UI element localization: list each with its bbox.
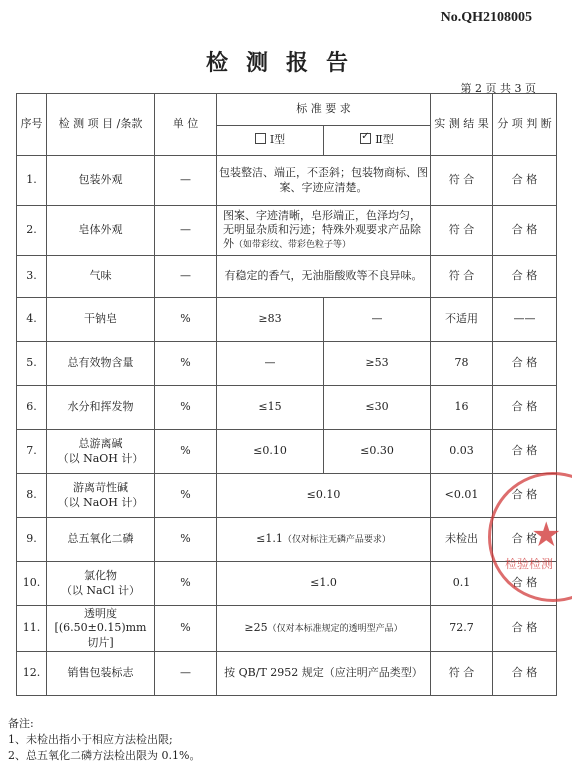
table-row	[17, 298, 557, 342]
row-item: 销售包装标志	[47, 651, 155, 695]
row-unit: %	[155, 474, 217, 518]
row-unit: %	[155, 430, 217, 474]
page-indicator: 第 2 页 共 3 页	[460, 82, 536, 95]
row-no: 1.	[17, 156, 47, 206]
header-unit: 单 位	[155, 94, 217, 156]
row-result: 16	[431, 386, 493, 430]
row-requirement-type1: ≥83	[217, 298, 324, 342]
remarks-line: 2、总五氧化二磷方法检出限为 0.1%。	[8, 749, 201, 762]
row-unit: %	[155, 606, 217, 652]
header-judgement: 分 项 判 断	[493, 94, 557, 156]
row-requirement-type2: —	[324, 298, 431, 342]
row-unit: %	[155, 342, 217, 386]
row-judgement: 合 格	[493, 386, 557, 430]
row-requirement: ≤0.10	[217, 474, 431, 518]
header-seq: 序号	[17, 94, 47, 156]
row-unit: %	[155, 298, 217, 342]
row-no: 3.	[17, 256, 47, 298]
table-row	[17, 562, 557, 606]
row-item: 包装外观	[47, 156, 155, 206]
remarks-label: 备注:	[8, 717, 34, 730]
checked-box-icon	[360, 133, 371, 144]
item-line: （以 NaOH 计）	[57, 495, 144, 509]
table-row	[17, 206, 557, 256]
requirement-text: ≤1.1	[256, 532, 283, 546]
table-row	[17, 430, 557, 474]
row-requirement-type2: ≥53	[324, 342, 431, 386]
row-unit: —	[155, 256, 217, 298]
requirement-text: 图案、字迹清晰，皂形端正，色泽均匀，无明显杂质和污迹；特殊外观要求产品除外	[223, 208, 421, 251]
table-row	[17, 256, 557, 298]
row-judgement: 合 格	[493, 606, 557, 652]
row-result: 0.1	[431, 562, 493, 606]
row-requirement-type2: ≤0.30	[324, 430, 431, 474]
requirement-text: ≥25	[244, 621, 268, 635]
row-unit: —	[155, 651, 217, 695]
row-requirement	[217, 518, 431, 562]
row-no: 2.	[17, 206, 47, 256]
row-item: 气味	[47, 256, 155, 298]
table-row	[17, 651, 557, 695]
table-row	[17, 156, 557, 206]
header-result: 实 测 结 果	[431, 94, 493, 156]
row-no: 5.	[17, 342, 47, 386]
row-judgement: 合 格	[493, 206, 557, 256]
item-line: 游离苛性碱	[73, 481, 128, 495]
row-unit: —	[155, 156, 217, 206]
row-requirement-type2: ≤30	[324, 386, 431, 430]
unchecked-box-icon	[255, 133, 266, 144]
row-judgement: 合 格	[493, 562, 557, 606]
row-result: 不适用	[431, 298, 493, 342]
table-row	[17, 606, 557, 652]
requirement-note: （仅对本标准规定的透明型产品）	[267, 624, 403, 635]
row-judgement: ——	[493, 298, 557, 342]
row-requirement	[217, 606, 431, 652]
row-unit: %	[155, 518, 217, 562]
row-requirement-type1: ≤0.10	[217, 430, 324, 474]
type1-label: Ⅰ型	[269, 133, 286, 147]
row-no: 7.	[17, 430, 47, 474]
row-item: 水分和挥发物	[47, 386, 155, 430]
row-no: 11.	[17, 606, 47, 652]
table-row	[17, 342, 557, 386]
table-row	[17, 474, 557, 518]
row-no: 4.	[17, 298, 47, 342]
requirement-note: （仅对标注无磷产品要求）	[282, 535, 391, 546]
table-row	[17, 518, 557, 562]
row-unit: %	[155, 386, 217, 430]
header-type1	[217, 126, 324, 156]
row-no: 10.	[17, 562, 47, 606]
remarks	[8, 716, 200, 764]
report-number: No.QH2108005	[440, 10, 532, 25]
item-line: 透明度	[84, 607, 117, 620]
row-judgement: 合 格	[493, 430, 557, 474]
row-item	[47, 562, 155, 606]
row-result: 78	[431, 342, 493, 386]
row-result: 72.7	[431, 606, 493, 652]
item-line: [(6.50±0.15)mm	[54, 621, 147, 635]
star-icon: ★	[531, 515, 562, 555]
row-judgement: 合 格	[493, 342, 557, 386]
row-result: <0.01	[431, 474, 493, 518]
row-item: 总有效物含量	[47, 342, 155, 386]
row-no: 12.	[17, 651, 47, 695]
row-result: 符 合	[431, 651, 493, 695]
row-item: 干钠皂	[47, 298, 155, 342]
row-requirement: 包装整洁、端正，不歪斜；包装物商标、图案、字迹应清楚。	[217, 156, 431, 206]
row-result: 符 合	[431, 156, 493, 206]
item-line: 总游离碱	[78, 437, 123, 451]
item-line: 氯化物	[84, 569, 117, 583]
item-line: 切片]	[87, 635, 114, 649]
row-result: 未检出	[431, 518, 493, 562]
row-result: 符 合	[431, 206, 493, 256]
header-type2	[324, 126, 431, 156]
row-no: 9.	[17, 518, 47, 562]
row-result: 符 合	[431, 256, 493, 298]
requirement-note: （如带彩纹、带彩色粒子等）	[234, 240, 352, 251]
page-title: 检测报告	[205, 50, 366, 76]
header-item: 检 测 项 目 /条款	[47, 94, 155, 156]
row-item	[47, 430, 155, 474]
row-requirement: 按 QB/T 2952 规定（应注明产品类型）	[217, 651, 431, 695]
row-unit: %	[155, 562, 217, 606]
row-judgement: 合 格	[493, 474, 557, 518]
row-no: 6.	[17, 386, 47, 430]
row-requirement	[217, 206, 431, 256]
row-requirement: ≤1.0	[217, 562, 431, 606]
table-row	[17, 386, 557, 430]
remarks-line: 1、未检出指小于相应方法检出限;	[8, 733, 173, 746]
row-item: 总五氧化二磷	[47, 518, 155, 562]
item-line: （以 NaCl 计）	[60, 583, 141, 597]
row-item	[47, 606, 155, 652]
header-standard: 标 准 要 求	[217, 94, 431, 126]
row-judgement: 合 格	[493, 156, 557, 206]
row-judgement: 合 格	[493, 651, 557, 695]
row-item	[47, 474, 155, 518]
row-requirement-type1: —	[217, 342, 324, 386]
row-judgement: 合 格	[493, 256, 557, 298]
row-item: 皂体外观	[47, 206, 155, 256]
row-requirement-type1: ≤15	[217, 386, 324, 430]
row-result: 0.03	[431, 430, 493, 474]
row-judgement: 合 格	[493, 518, 557, 562]
row-no: 8.	[17, 474, 47, 518]
row-unit: —	[155, 206, 217, 256]
type2-label: Ⅱ型	[375, 133, 394, 147]
test-results-table	[16, 93, 557, 696]
row-requirement: 有稳定的香气，无油脂酸败等不良异味。	[217, 256, 431, 298]
item-line: （以 NaOH 计）	[57, 451, 144, 465]
stamp-text: 检验检测	[505, 557, 554, 571]
